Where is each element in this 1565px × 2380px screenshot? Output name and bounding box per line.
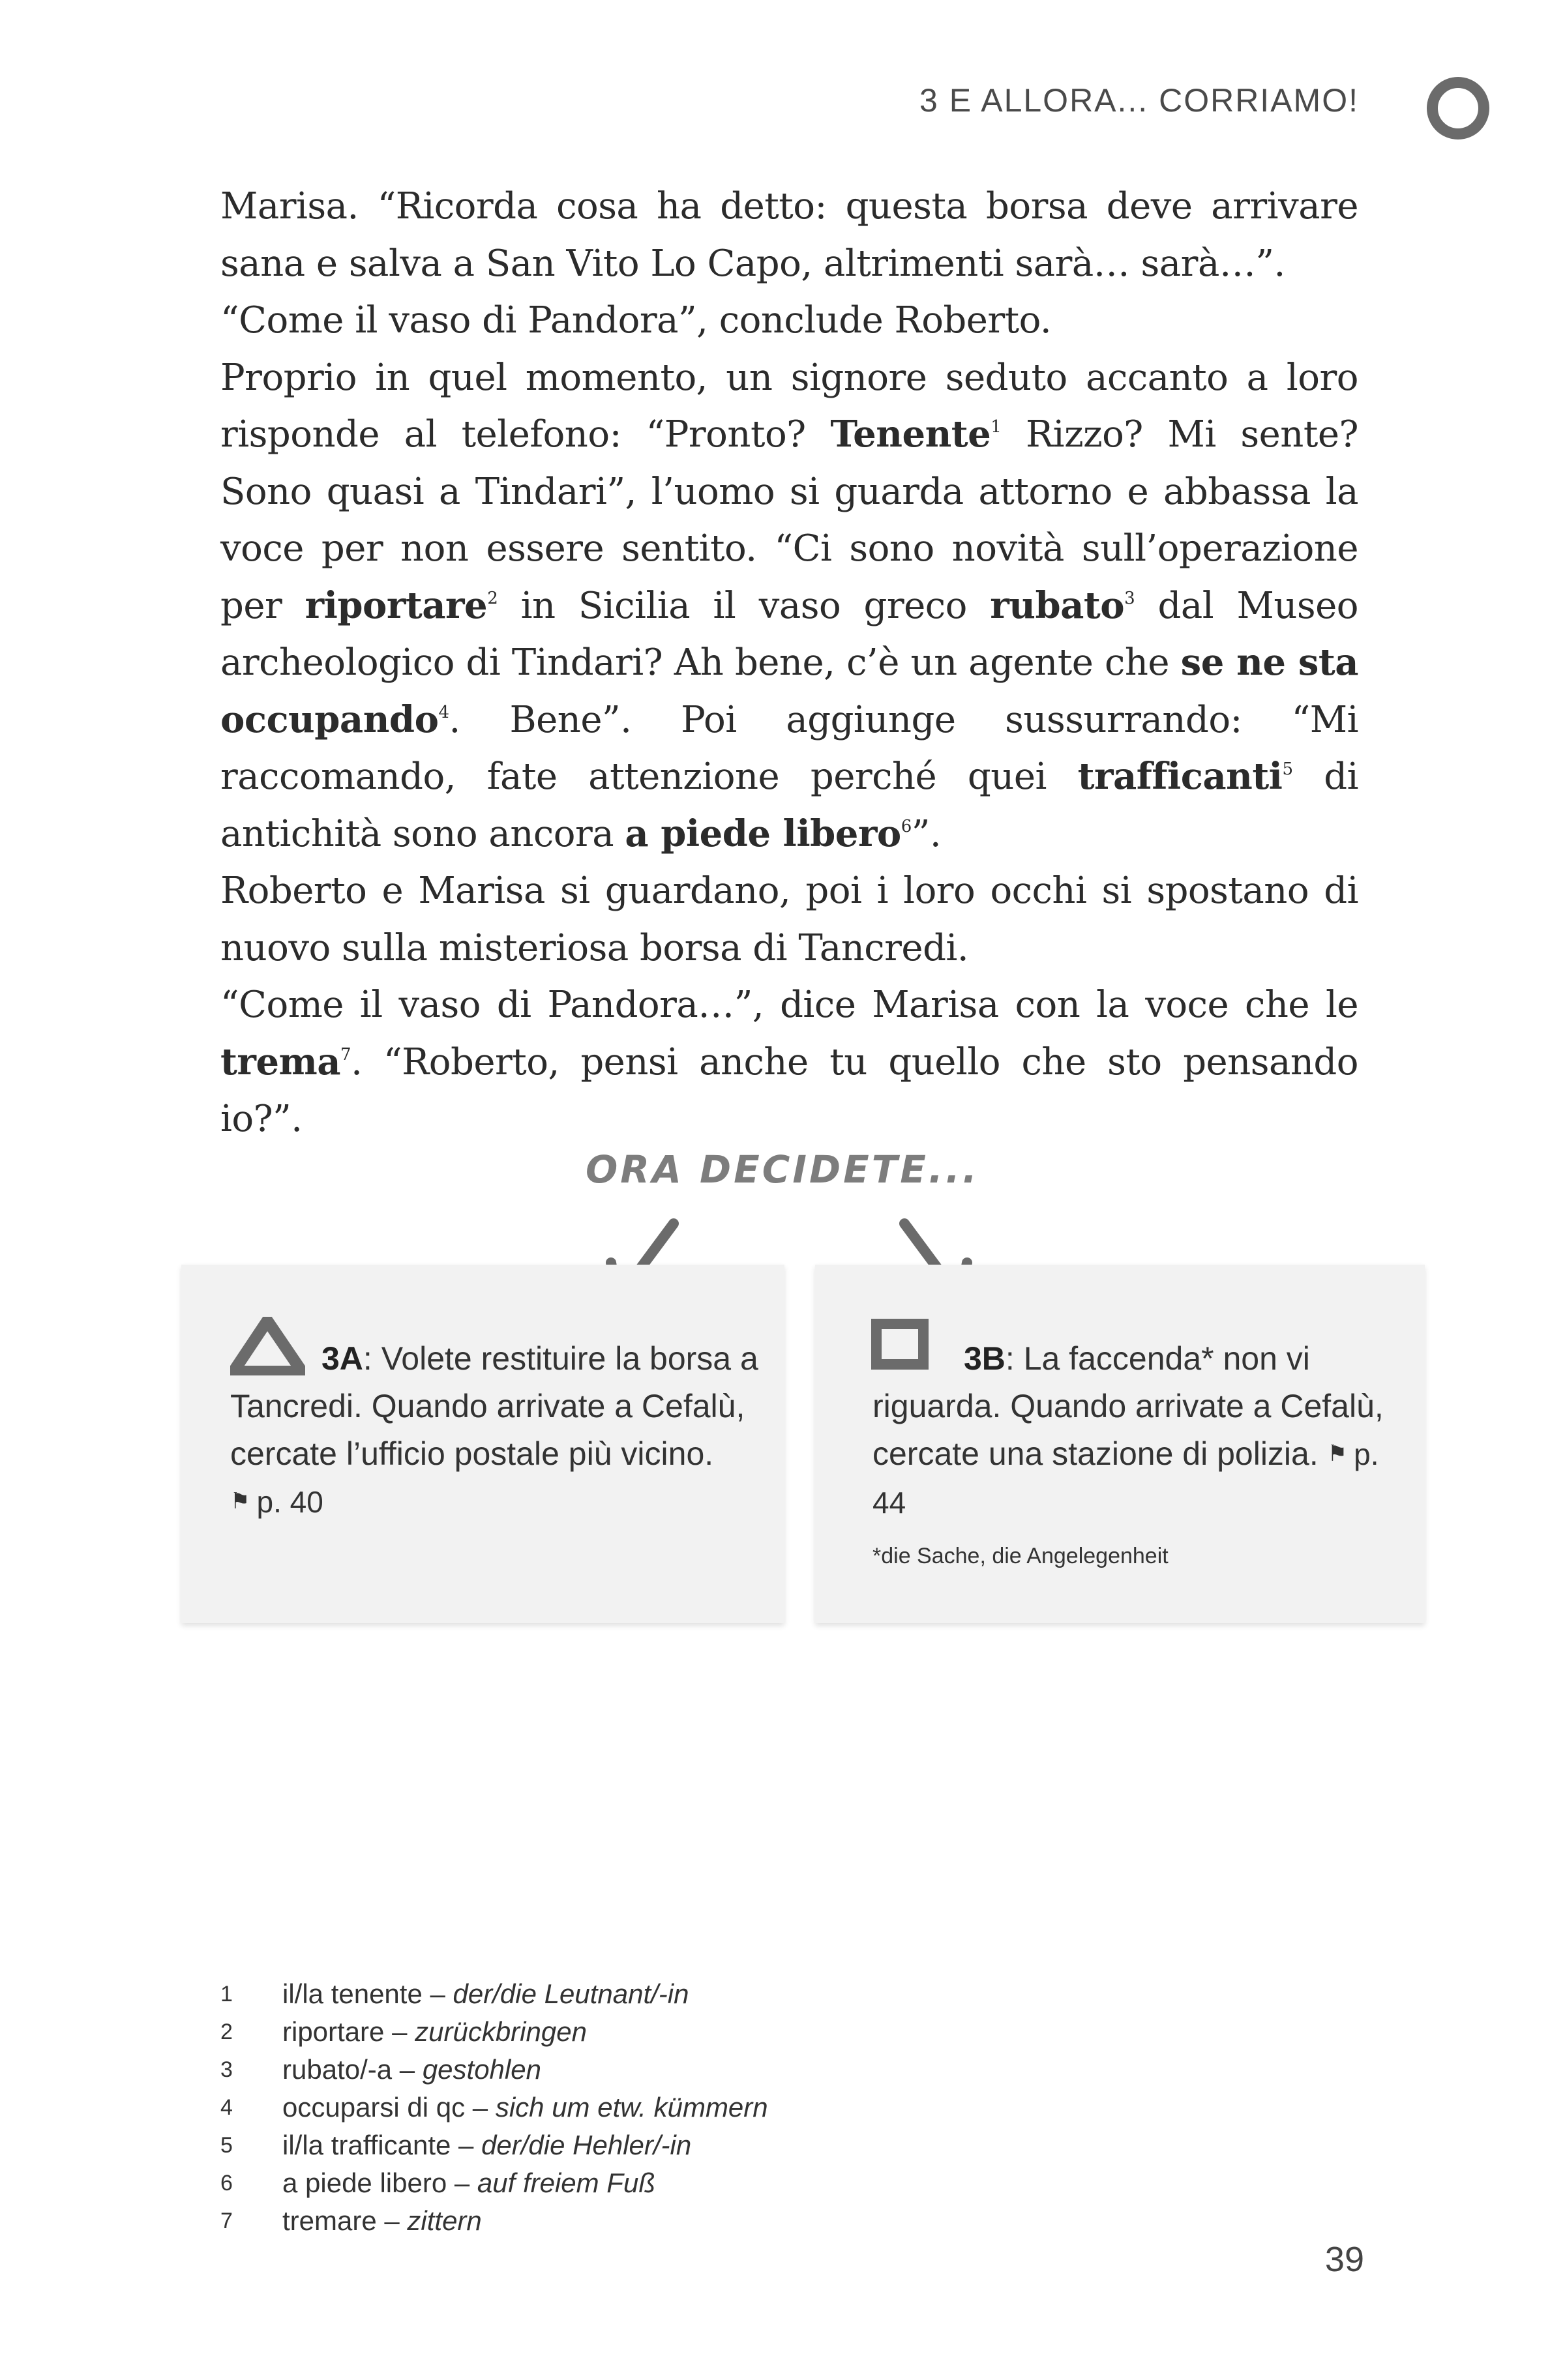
- glossary-term: se ne sta occupando: [220, 641, 1358, 741]
- option-3a-card[interactable]: [181, 1265, 784, 1623]
- page-link[interactable]: ⚑ p. 44: [872, 1437, 1379, 1520]
- footnote-ref: 2: [487, 588, 498, 608]
- footnote-item: 7 tremare – zittern: [220, 2205, 482, 2236]
- footnote-item: 5 il/la trafficante – der/die Hehler/-in: [220, 2130, 692, 2160]
- glossary-term: Tenente: [830, 413, 991, 456]
- footnote-item: 6 a piede libero – auf freiem Fuß: [220, 2167, 655, 2198]
- flag-icon: ⚑: [230, 1489, 250, 1514]
- footnote-item: 2 riportare – zurückbringen: [220, 2016, 587, 2047]
- paragraph-5: “Come il vaso di Pandora…”, dice Marisa con la voce che le trema$^7$. “Roberto, pensi anche tu quello che sto pensando io?”.: [220, 984, 1358, 1140]
- chapter-title: 3 E ALLORA... CORRIAMO!: [919, 82, 1359, 119]
- option-3a-text: 3A: Volete restituire la borsa a Tancredi. Quando arrivate a Cefalù, cercate l’ufficio postale più vicino. ⚑ p. 40: [230, 1335, 765, 1526]
- footnote-ref: 4: [438, 702, 449, 722]
- option-3b-card[interactable]: [815, 1265, 1425, 1623]
- footnote-ref: 3: [1124, 588, 1135, 608]
- footnote-item: 4 occuparsi di qc – sich um etw. kümmern: [220, 2092, 768, 2123]
- translation-note: *die Sache, die Angelegenheit: [872, 1544, 1169, 1568]
- footnote-ref: 5: [1282, 759, 1293, 779]
- paragraph-4: Roberto e Marisa si guardano, poi i loro occhi si spostano di nuovo sulla misteriosa borsa di Tancredi.: [220, 870, 1358, 969]
- page-link[interactable]: ⚑ p. 40: [230, 1485, 323, 1519]
- ring-icon: [1427, 77, 1489, 140]
- footnote-ref: 1: [991, 417, 1002, 437]
- paragraph-2: “Come il vaso di Pandora”, conclude Roberto.: [220, 299, 1052, 342]
- glossary-term: trema: [220, 1040, 341, 1083]
- paragraph-3: Proprio in quel momento, un signore seduto accanto a loro risponde al telefono: “Pronto? Tenente$^1$ Rizzo? Mi sente? Sono quasi a Tindari”, l’uomo si guarda attorno e abbassa la voce per non essere sentito. “Ci sono novità sull’operazione per riportare$^2$ in Sicilia il vaso greco rubato$^3$ dal Museo archeologico di Tindari? Ah bene, c’è un agente che se ne sta occupando$^4$. Bene”. Poi aggiunge sussurrando: “Mi raccomando, fate attenzione perché quei trafficanti$^5$ di antichità sono ancora a piede libero$^6$”.: [220, 356, 1359, 855]
- footnote-item: 1 il/la tenente – der/die Leutnant/-in: [220, 1978, 689, 2009]
- option-3b-text: 3B: La faccenda* non vi riguarda. Quando arrivate a Cefalù, cercate una stazione di polizia. ⚑ p. 44 *die Sache, die Angelegenheit: [872, 1335, 1405, 1572]
- footnote-item: 3 rubato/-a – gestohlen: [220, 2054, 541, 2085]
- footnotes: [220, 1975, 768, 2240]
- glossary-term: a piede libero: [625, 812, 901, 855]
- footnote-ref: 6: [901, 816, 912, 836]
- glossary-term: rubato: [990, 583, 1125, 627]
- decision-title: ORA DECIDETE...: [585, 1147, 979, 1192]
- glossary-term: riportare: [305, 583, 488, 627]
- paragraph-1: Marisa. “Ricorda cosa ha detto: questa borsa deve arrivare sana e salva a San Vito Lo Capo, altrimenti sarà… sarà…”.: [220, 185, 1358, 285]
- flag-icon: ⚑: [1327, 1441, 1348, 1466]
- story-text: [220, 178, 1358, 1148]
- option-code: 3A: [321, 1340, 363, 1377]
- option-code: 3B: [964, 1340, 1006, 1377]
- page-number: 39: [1324, 2240, 1364, 2279]
- glossary-term: trafficanti: [1077, 755, 1283, 798]
- footnote-ref: 7: [340, 1044, 351, 1065]
